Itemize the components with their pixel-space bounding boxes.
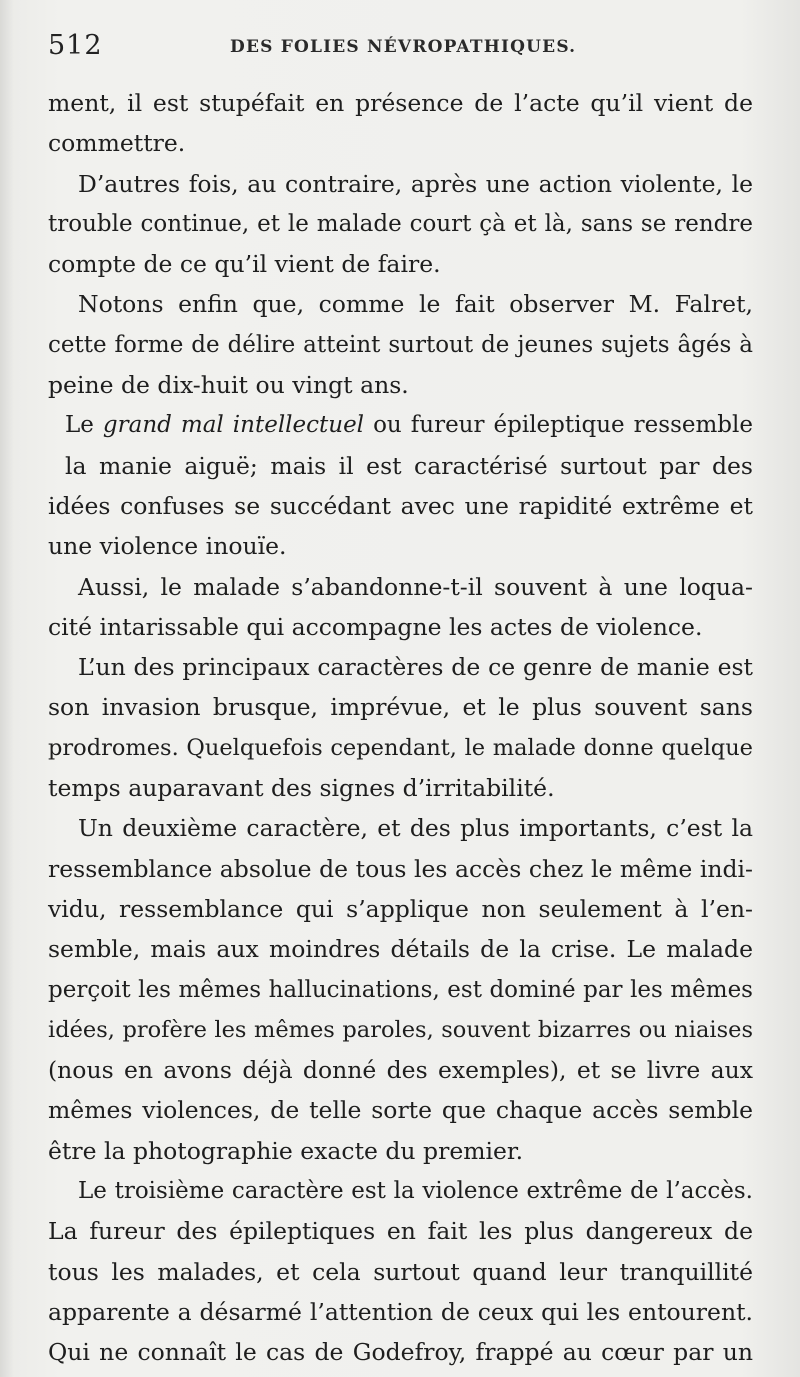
text-line: ressemblance absolue de tous les accès chez le même indi- [48,854,753,883]
text-line: vidu, ressemblance qui s’applique non seulement à l’en- [48,894,753,923]
text-line: (nous en avons déjà donné des exemples), et se livre aux [48,1056,753,1085]
body-text [48,83,753,1373]
text-line-with-emphasis [48,405,753,445]
text-line: commettre. [48,129,186,158]
text-line: D’autres fois, au contraire, après une action violente, le [78,169,753,198]
text-line: cette forme de délire atteint surtout de jeunes sujets âgés à [48,331,753,358]
text-line: peine de dix-huit ou vingt ans. [48,371,409,400]
text-line: Notons enfin que, comme le fait observer M. Falret, [78,290,753,319]
running-title: DES FOLIES NÉVROPATHIQUES. [230,37,577,57]
text-line: son invasion brusque, imprévue, et le plus souvent sans [48,693,753,722]
text-segment: ou fureur épileptique ressemble [364,412,753,439]
text-line: Un deuxième caractère, et des plus importants, c’est la [78,814,753,843]
page-header [48,26,753,70]
text-line: perçoit les mêmes hallucinations, est dominé par les mêmes [48,976,753,1003]
text-line: Qui ne connaît le cas de Godefroy, frappé au cœur par un [48,1338,753,1367]
text-line: La fureur des épileptiques en fait les plus dangereux de [48,1217,753,1246]
text-line: temps auparavant des signes d’irritabilité. [48,774,555,803]
text-line: prodromes. Quelquefois cependant, le malade donne quelque [48,734,753,761]
text-line: être la photographie exacte du premier. [48,1136,524,1165]
text-line: ment, il est stupéfait en présence de l’acte qu’il vient de [48,89,753,117]
text-line: une violence inouïe. [48,532,287,561]
text-line: trouble continue, et le malade court çà et là, sans se rendre [48,210,753,237]
text-line: idées confuses se succédant avec une rapidité extrême et [48,491,753,520]
text-line: mêmes violences, de telle sorte que chaque accès semble [48,1096,753,1125]
text-line: Le troisième caractère est la violence extrême de l’accès. [78,1178,753,1205]
text-line: la manie aiguë; mais il est caractérisé surtout par des [65,451,753,480]
text-line: cité intarissable qui accompagne les actes de violence. [48,612,703,641]
page-number: 512 [48,30,103,61]
text-line: apparente a désarmé l’attention de ceux qui les entourent. [48,1297,753,1326]
text-segment: Le [65,412,103,439]
text-line: idées, profère les mêmes paroles, souvent bizarres ou niaises [48,1016,753,1043]
text-line: compte de ce qu’il vient de faire. [48,250,441,279]
text-line: tous les malades, et cela surtout quand leur tranquillité [48,1257,753,1286]
text-line: Aussi, le malade s’abandonne-t-il souvent à une loqua- [78,572,753,601]
emphasis-text: grand mal intellectuel [102,412,365,439]
text-line: semble, mais aux moindres détails de la crise. Le malade [48,935,753,964]
text-line: L’un des principaux caractères de ce genre de manie est [78,653,753,682]
